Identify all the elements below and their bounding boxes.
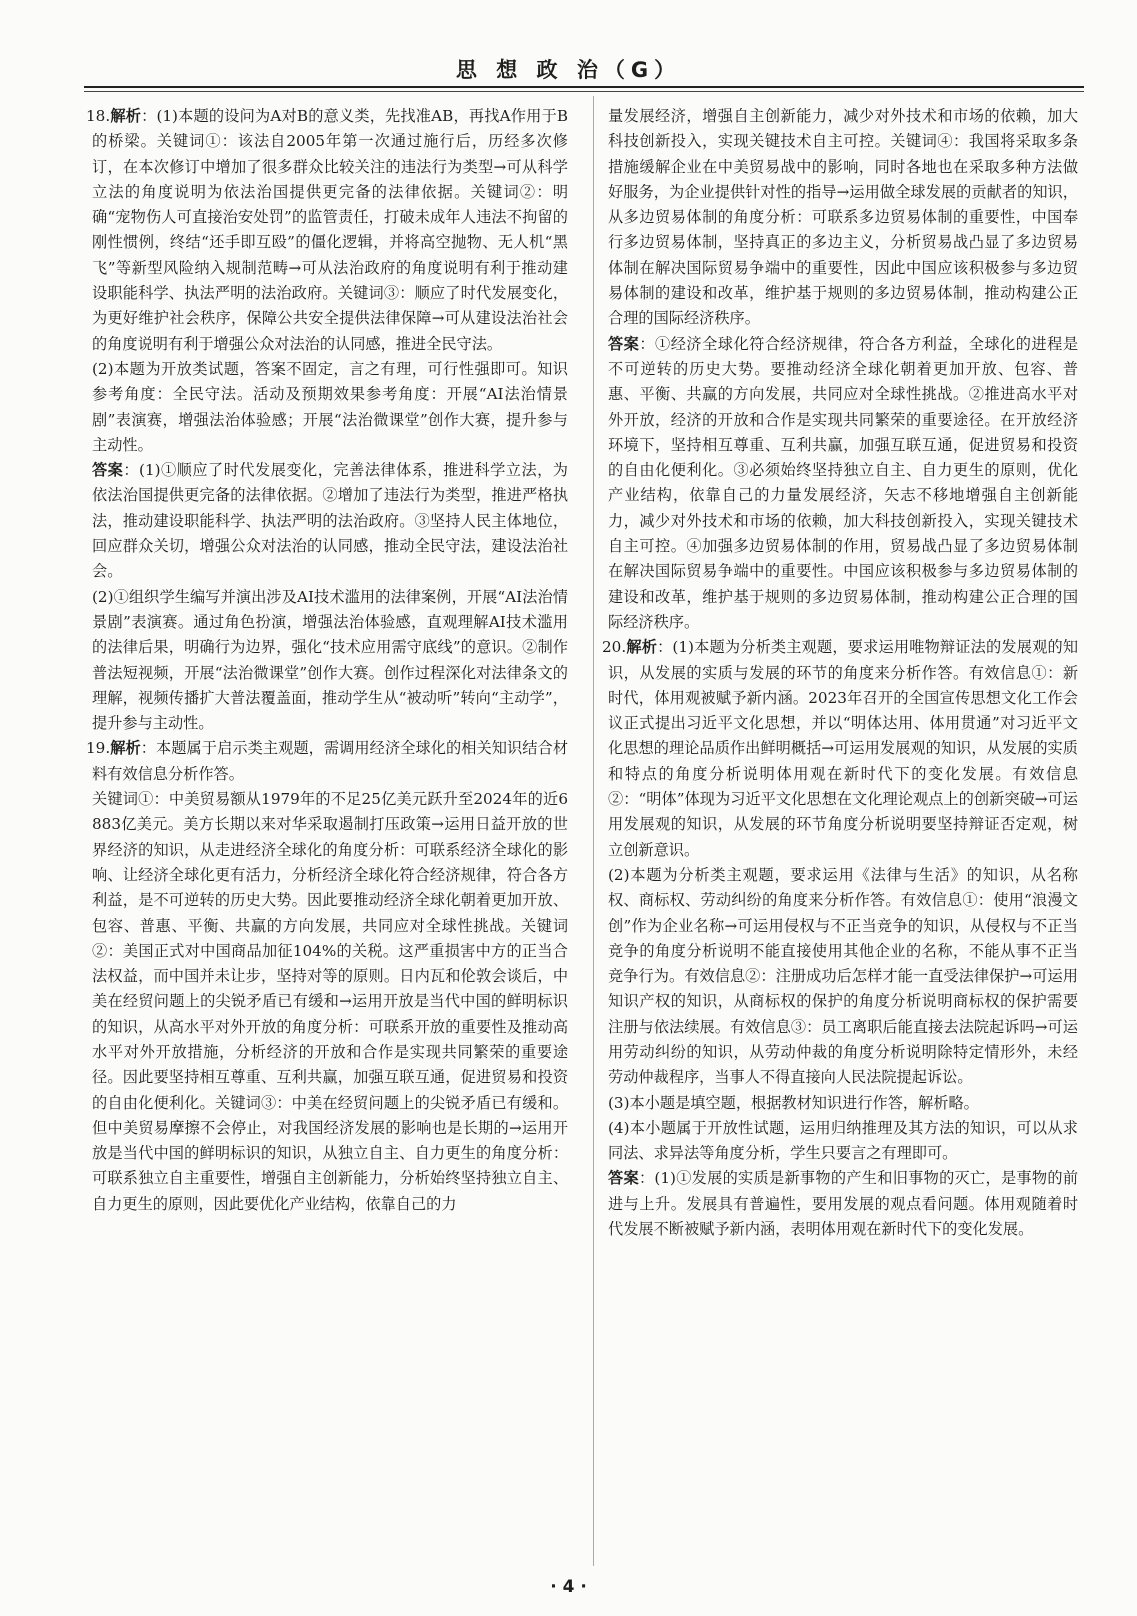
q19-analysis [86, 736, 569, 787]
answer-label: 答案 [608, 334, 640, 353]
q18-analysis-part2: (2)本题为开放类试题，答案不固定，言之有理，可行性强即可。知识参考角度：全民守法。活动及预期效果参考角度：开展“AI法治情景剧”表演赛，增强法治体验感；开展“法治微课堂”创作大赛，提升参与主动性。 [92, 359, 568, 454]
question-number: 18. [86, 107, 111, 125]
left-column [86, 104, 569, 1217]
page-number: · 4 · [550, 1577, 587, 1597]
analysis-label: 解析 [110, 107, 142, 125]
q18-answer-part2: (2)①组织学生编写并演出涉及AI技术滥用的法律案例，开展“AI法治情景剧”表演赛。通过角色扮演，增强法治体验感，直观理解AI技术滥用的法律后果，明确行为边界，强化“技术应用需守底线”的意识。②制作普法短视频，开展“法治微课堂”创作大赛。创作过程深化对法律条文的理解，视频传播扩大普法覆盖面，推动学生从“被动听”转向“主动学”，提升参与主动性。 [92, 587, 568, 733]
answer-label: 答案 [92, 461, 124, 480]
q20-analysis [602, 635, 1079, 863]
q20-analysis-part4: (4)本小题属于开放性试题，运用归纳推理及其方法的知识，可以从求同法、求异法等角度分析，学生只要言之有理即可。 [608, 1118, 1078, 1163]
header-rule-thick [84, 86, 1084, 88]
q18-answer [92, 458, 568, 584]
q19-answer [608, 332, 1078, 636]
q20-analysis-text: ：(1)本题为分析类主观题，要求运用唯物辩证法的发展观的知识，从发展的实质与发展的环节的角度来分析作答。有效信息①：新时代，体用观被赋予新内涵。2023年召开的全国宣传思想文化工作会议正式提出习近平文化思想，并以“明体达用、体用贯通”对习近平文化思想的理论品质作出鲜明概括→可运用发展观的知识，从发展的实质和特点的角度分析说明体用观在新时代下的变化发展。有效信息②：“明体”体现为习近平文化思想在文化理论观点上的创新突破→可运用发展观的知识，从发展的环节角度分析说明要坚持辩证否定观，树立创新意识。 [608, 638, 1079, 859]
q20-analysis-part2: (2)本题为分析类主观题，要求运用《法律与生活》的知识，从名称权、商标权、劳动纠纷的角度来分析作答。有效信息①：使用“浪漫文创”作为企业名称→可运用侵权与不正当竞争的知识，从侵权与不正当竞争的角度分析说明不能直接使用其他企业的名称，不能从事不正当竞争行为。有效信息②：注册成功后怎样才能一直受法律保护→可运用知识产权的知识，从商标权的保护的角度分析说明商标权的保护需要注册与依法续展。有效信息③：员工离职后能直接去法院起诉吗→可运用劳动纠纷的知识，从劳动仲裁的角度分析说明除特定情形外，未经劳动仲裁程序，当事人不得直接向人民法院提起诉讼。 [608, 865, 1078, 1087]
analysis-label: 解析 [110, 739, 141, 758]
q18-analysis-text: ：(1)本题的设问为A对B的意义类，先找准AB，再找A作用于B的桥梁。关键词①：该法自2005年第一次通过施行后，历经多次修订，在本次修订中增加了很多群众比较关注的违法行为类型→可从科学立法的角度说明为依法治国提供更完备的法律依据。关键词②：明确“宠物伤人可直接治安处罚”的监管责任，打破未成年人违法不拘留的刚性惯例，终结“还手即互殴”的僵化逻辑，并将高空抛物、无人机“黑飞”等新型风险纳入规制范畴→可从法治政府的角度说明有利于推动建设职能科学、执法严明的法治政府。关键词③：顺应了时代发展变化，为更好维护社会秩序，保障公共安全提供法律保障→可从建设法治社会的角度说明有利于增强公众对法治的认同感，推进全民守法。 [92, 107, 568, 353]
q18-answer-text: ：(1)①顺应了时代发展变化，完善法律体系，推进科学立法，为依法治国提供更完备的法律依据。②增加了违法行为类型，推进严格执法，推动建设职能科学、执法严明的法治政府。③坚持人民主体地位，回应群众关切，增强公众对法治的认同感，推动全民守法，建设法治社会。 [92, 461, 568, 581]
q20-answer-text: ：(1)①发展的实质是新事物的产生和旧事物的灭亡，是事物的前进与上升。发展具有普遍性，要用发展的观点看问题。体用观随着时代发展不断被赋予新内涵，表明体用观在新时代下的变化发展。 [608, 1169, 1079, 1239]
answer-label: 答案 [608, 1169, 639, 1188]
question-number: 19. [86, 739, 111, 758]
q20-answer [608, 1166, 1078, 1242]
analysis-label: 解析 [626, 638, 658, 657]
right-column [602, 104, 1079, 1242]
column-divider [593, 96, 594, 1566]
q19-answer-text: ：①经济全球化符合经济规律，符合各方利益，全球化的进程是不可逆转的历史大势。要推动经济全球化朝着更加开放、包容、普惠、平衡、共赢的方向发展，共同应对全球性挑战。②推进高水平对外开放，经济的开放和合作是实现共同繁荣的重要途径。在开放经济环境下，坚持相互尊重、互利共赢，加强互联互通，促进贸易和投资的自由化便利化。③必须始终坚持独立自主、自力更生的原则，优化产业结构，依靠自己的力量发展经济，矢志不移地增强自主创新能力，减少对外技术和市场的依赖，加大科技创新投入，实现关键技术自主可控。④加强多边贸易体制的作用，贸易战凸显了多边贸易体制在解决国际贸易争端中的重要性。中国应该积极参与多边贸易体制的建设和改革，维护基于规则的多边贸易体制，推动构建公正合理的国际经济秩序。 [608, 334, 1079, 631]
q18-analysis [86, 104, 568, 357]
q20-analysis-part3: (3)本小题是填空题，根据教材知识进行作答，解析略。 [608, 1093, 979, 1112]
header-rule-thin [84, 91, 1084, 92]
q19-analysis-text: ：本题属于启示类主观题，需调用经济全球化的相关知识结合材料有效信息分析作答。 [92, 739, 569, 783]
q19-analysis-keywords: 关键词①：中美贸易额从1979年的不足25亿美元跃升至2024年的近6 883亿美元。美方长期以来对华采取遏制打压政策→运用日益开放的世界经济的知识，从走进经济全球化的角度分析：可联系经济全球化的影响、让经济全球化更有活力，分析经济全球化符合经济规律，符合各方利益，是不可逆转的历史大势。因此要推动经济全球化朝着更加开放、包容、普惠、平衡、共赢的方向发展，共同应对全球性挑战。关键词②：美国正式对中国商品加征104%的关税。这严重损害中方的正当合法权益，而中国并未让步，坚持对等的原则。日内瓦和伦敦会谈后，中美在经贸问题上的尖锐矛盾已有缓和→运用开放是当代中国的鲜明标识的知识，从高水平对外开放的角度分析：可联系开放的重要性及推动高水平对外开放措施，分析经济的开放和合作是实现共同繁荣的重要途径。因此要坚持相互尊重、互利共赢，加强互联互通，促进贸易和投资的自由化便利化。关键词③：中美在经贸问题上的尖锐矛盾已有缓和。但中美贸易摩擦不会停止，对我国经济发展的影响也是长期的→运用开放是当代中国的鲜明标识的知识，从独立自主、自力更生的角度分析：可联系独立自主重要性，增强自主创新能力，分析始终坚持独立自主、自力更生的原则，因此要优化产业结构，依靠自己的力 [92, 790, 568, 1213]
question-number: 20. [602, 638, 627, 657]
q19-analysis-continued: 量发展经济，增强自主创新能力，减少对外技术和市场的依赖，加大科技创新投入，实现关键技术自主可控。关键词④：我国将采取多条措施缓解企业在中美贸易战中的影响，同时各地也在采取多种方法做好服务，为企业提供针对性的指导→运用做全球发展的贡献者的知识，从多边贸易体制的角度分析：可联系多边贸易体制的重要性，中国奉行多边贸易体制，坚持真正的多边主义，分析贸易战凸显了多边贸易体制在解决国际贸易争端中的重要性，因此中国应该积极参与多边贸易体制的建设和改革，维护基于规则的多边贸易体制，推动构建公正合理的国际经济秩序。 [608, 107, 1078, 328]
page-header-title: 思 想 政 治（G） [455, 58, 682, 82]
